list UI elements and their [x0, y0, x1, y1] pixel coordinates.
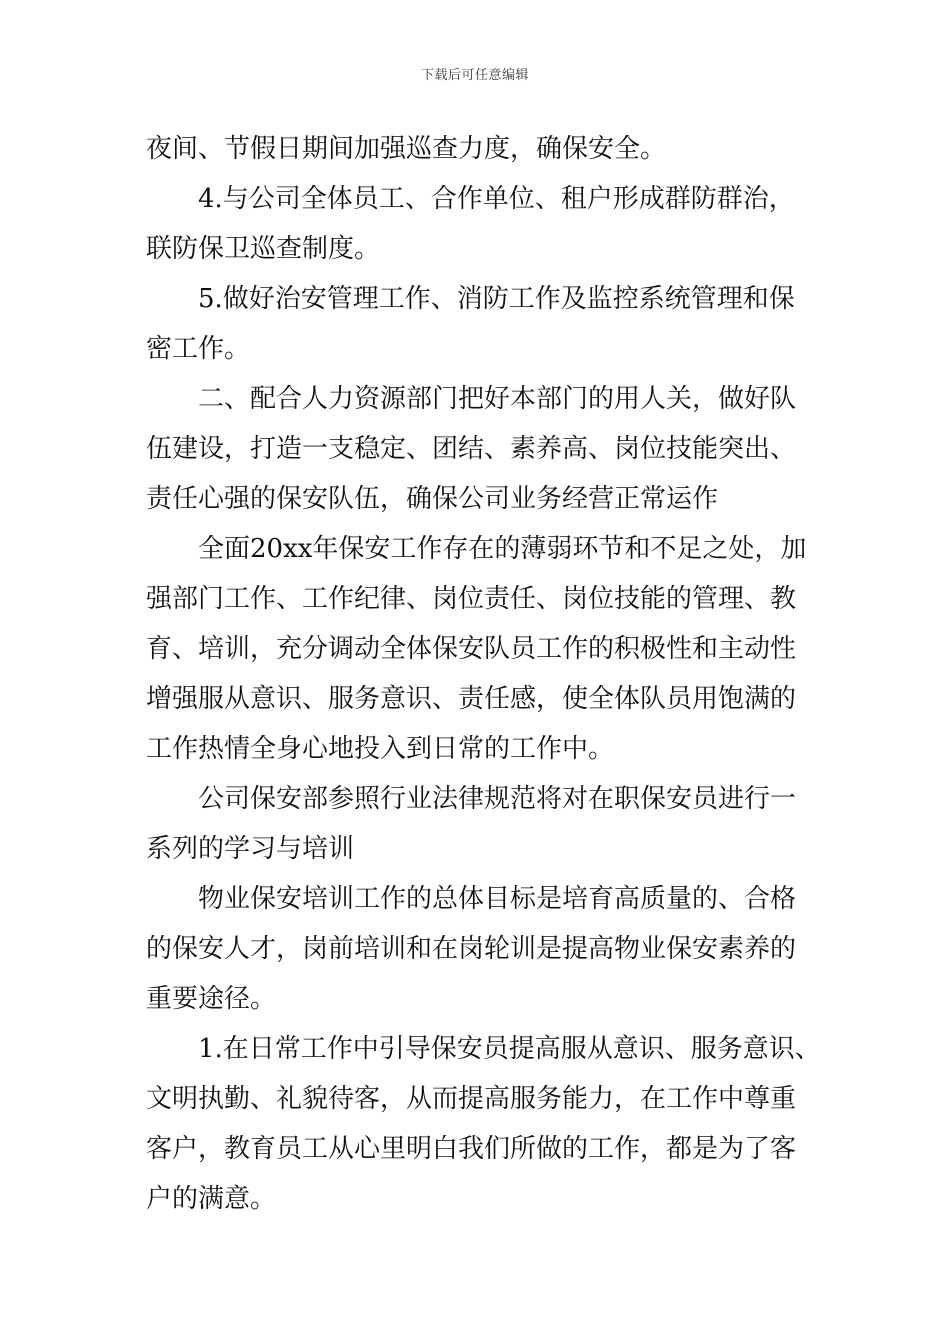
text-line: 系列的学习与培训 [146, 834, 355, 864]
text-line: 密工作。 [146, 334, 251, 364]
text-line: 1.在日常工作中引导保安员提高服从意识、服务意识、 [198, 1034, 821, 1064]
text-line: 的保安人才，岗前培训和在岗轮训是提高物业保安素养的 [146, 934, 797, 964]
text-line: 公司保安部参照行业法律规范将对在职保安员进行一 [198, 784, 797, 814]
text-line: 客户，教育员工从心里明白我们所做的工作，都是为了客 [146, 1134, 797, 1164]
text-line: 物业保安培训工作的总体目标是培育高质量的、合格 [198, 884, 797, 914]
document-body [146, 124, 821, 1224]
text-line: 联防保卫巡查制度。 [146, 234, 381, 264]
text-line: 5.做好治安管理工作、消防工作及监控系统管理和保 [198, 284, 795, 314]
text-line: 夜间、节假日期间加强巡查力度，确保安全。 [146, 134, 667, 164]
text-line: 文明执勤、礼貌待客，从而提高服务能力，在工作中尊重 [146, 1084, 797, 1114]
text-line: 4.与公司全体员工、合作单位、租户形成群防群治， [198, 184, 795, 214]
text-line: 责任心强的保安队伍，确保公司业务经营正常运作 [146, 484, 719, 514]
text-line: 户的满意。 [146, 1184, 277, 1214]
text-line: 育、培训，充分调动全体保安队员工作的积极性和主动性 [146, 634, 797, 664]
text-line: 二、配合人力资源部门把好本部门的用人关，做好队 [198, 384, 797, 414]
text-line: 伍建设，打造一支稳定、团结、素养高、岗位技能突出、 [146, 434, 797, 464]
text-line: 增强服从意识、服务意识、责任感，使全体队员用饱满的 [146, 684, 797, 714]
text-line: 强部门工作、工作纪律、岗位责任、岗位技能的管理、教 [146, 584, 797, 614]
page-header: 下载后可任意编辑 [420, 68, 529, 83]
text-line: 工作热情全身心地投入到日常的工作中。 [146, 734, 615, 764]
text-line: 重要途径。 [146, 984, 277, 1014]
text-line: 全面20xx年保安工作存在的薄弱环节和不足之处，加 [198, 534, 807, 564]
